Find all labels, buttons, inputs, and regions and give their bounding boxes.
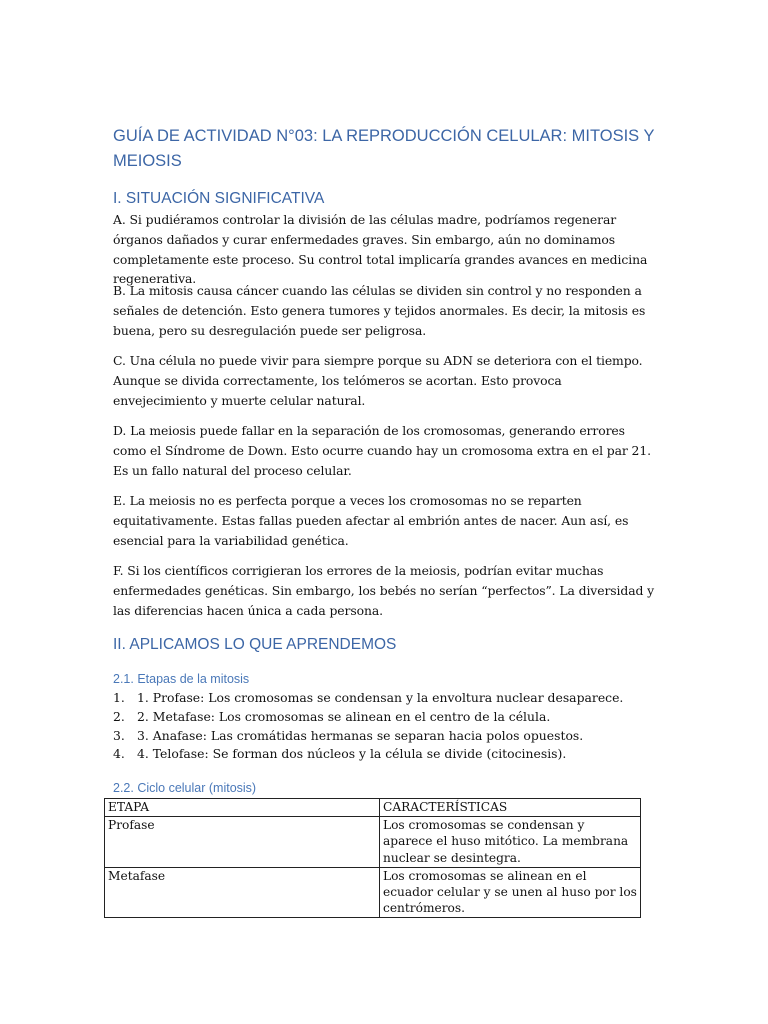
list-item-number: 2. — [113, 708, 125, 724]
paragraph-c: C. Una célula no puede vivir para siempre porque su ADN se deteriora con el tiempo. Aunque se divida correctamente, los telómeros se acortan. Esto provoca envejecimiento y muerte celular natural. — [113, 353, 643, 408]
table-row — [105, 817, 641, 868]
paragraph-f: F. Si los científicos corrigieran los errores de la meiosis, podrían evitar muchas enfermedades genéticas. Sin embargo, los bebés no serían “perfectos”. La diversidad y las diferencias hacen única a cada persona. — [113, 563, 655, 618]
table-header-etapa: ETAPA — [105, 799, 380, 817]
list-item — [113, 745, 623, 764]
paragraph-a: A. Si pudiéramos controlar la división de las células madre, podríamos regenerar órganos dañados y curar enfermedades graves. Sin embargo, aún no dominamos completamente este proceso. Su control total implicaría grandes avances en medicina regenerativa. — [113, 212, 648, 287]
table-header-caracteristicas: CARACTERÍSTICAS — [380, 799, 641, 817]
list-item-text: 2. Metafase: Los cromosomas se alinean en el centro de la célula. — [137, 708, 551, 724]
table-cell-stage: Profase — [105, 817, 380, 868]
mitosis-stages-list — [113, 689, 623, 764]
table-cell-stage: Metafase — [105, 867, 380, 918]
table-row — [105, 867, 641, 918]
paragraph-b: B. La mitosis causa cáncer cuando las células se dividen sin control y no responden a señales de detención. Esto genera tumores y tejidos anormales. Es decir, la mitosis es buena, pero su desregulación puede ser peligrosa. — [113, 283, 646, 338]
list-item — [113, 689, 623, 708]
section-heading-aplicamos: II. APLICAMOS LO QUE APRENDEMOS — [113, 636, 397, 653]
list-item-text: 1. Profase: Los cromosomas se condensan y la envoltura nuclear desaparece. — [137, 690, 624, 705]
table-cell-description: Los cromosomas se condensan y aparece el huso mitótico. La membrana nuclear se desintegra. — [380, 817, 641, 868]
list-item — [113, 708, 623, 727]
table-cell-description: Los cromosomas se alinean en el ecuador celular y se unen al huso por los centrómeros. — [380, 867, 641, 918]
list-item-number: 4. — [113, 746, 125, 762]
list-item — [113, 727, 623, 746]
table-header-row — [105, 799, 641, 817]
subheading-etapas-mitosis: 2.1. Etapas de la mitosis — [113, 672, 250, 686]
paragraph-d: D. La meiosis puede fallar en la separación de los cromosomas, generando errores como el Síndrome de Down. Esto ocurre cuando hay un cromosoma extra en el par 21. Es un fallo natural del proceso celular. — [113, 423, 651, 478]
cell-cycle-table — [104, 798, 641, 918]
list-item-text: 3. Anafase: Las cromátidas hermanas se separan hacia polos opuestos. — [137, 727, 584, 743]
section-heading-situacion: I. SITUACIÓN SIGNIFICATIVA — [113, 190, 325, 207]
paragraph-e: E. La meiosis no es perfecta porque a veces los cromosomas no se reparten equitativamente. Estas fallas pueden afectar al embrión antes de nacer. Aun así, es esencial para la variabilidad genética. — [113, 493, 629, 548]
list-item-number: 1. — [113, 690, 125, 705]
list-item-number: 3. — [113, 727, 125, 743]
list-item-text: 4. Telofase: Se forman dos núcleos y la célula se divide (citocinesis). — [137, 746, 567, 762]
subheading-ciclo-celular: 2.2. Ciclo celular (mitosis) — [113, 781, 257, 795]
document-title: GUÍA DE ACTIVIDAD N°03: LA REPRODUCCIÓN CELULAR: MITOSIS Y MEIOSIS — [113, 127, 655, 170]
